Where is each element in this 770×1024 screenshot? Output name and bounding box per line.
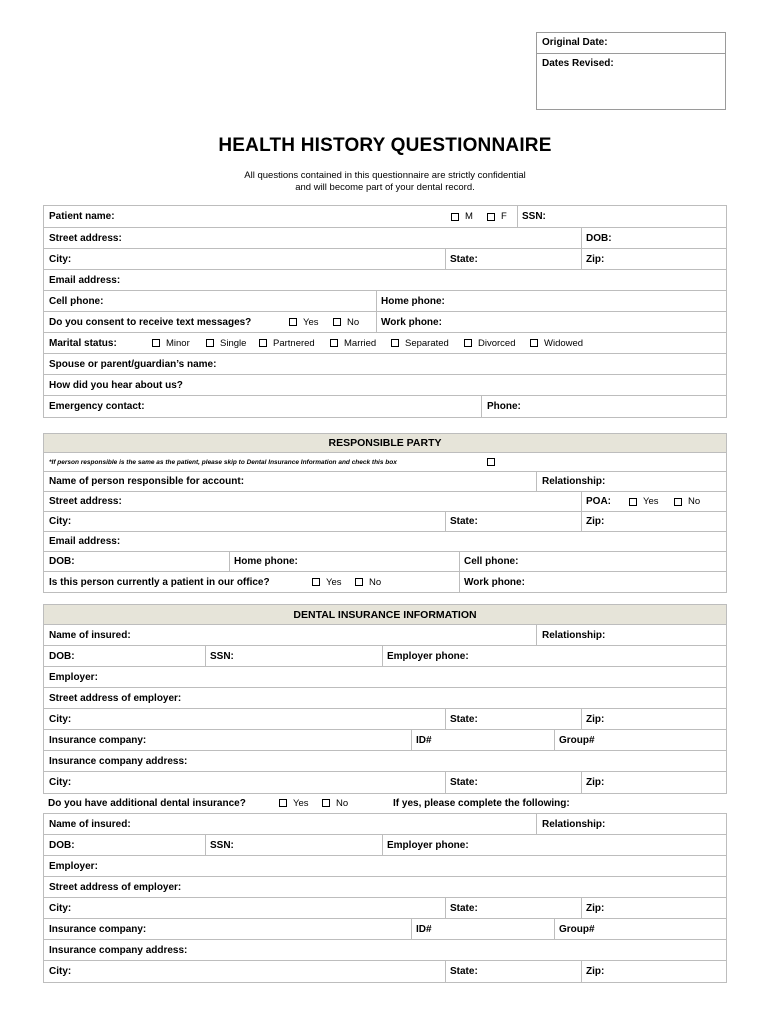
- street-row: [44, 228, 726, 249]
- dates-revised-label: Dates Revised:: [542, 58, 614, 69]
- employer-field[interactable]: [49, 667, 98, 687]
- employer2-phone-label: Employer phone:: [387, 839, 469, 851]
- responsible-state-label: State:: [450, 516, 478, 527]
- insurance2-company-row: [44, 919, 726, 940]
- insurance-zip-field[interactable]: [581, 772, 604, 793]
- employer-street-label: Street address of employer:: [49, 692, 182, 704]
- insurance-city-field[interactable]: [49, 772, 71, 793]
- marital-option-single[interactable]: [206, 333, 246, 353]
- email-field[interactable]: [49, 270, 120, 290]
- insured-zip-field[interactable]: [581, 709, 604, 729]
- responsible-patient-row: [44, 572, 726, 592]
- employer2-street-label: Street address of employer:: [49, 881, 182, 893]
- responsible-note: [49, 453, 397, 471]
- insured-dob-row: [44, 646, 726, 667]
- employer2-phone-field[interactable]: [382, 835, 469, 855]
- work-phone-field[interactable]: [376, 312, 442, 332]
- work-phone-label: Work phone:: [381, 316, 442, 328]
- additional-yes-label: Yes: [293, 797, 309, 809]
- insurance-city-label: City:: [49, 777, 72, 788]
- additional-insurance-question: Do you have additional dental insurance?: [48, 797, 246, 809]
- responsible-name-label: Name of person responsible for account:: [49, 476, 245, 487]
- emergency-row: [44, 396, 726, 417]
- employer-label: Employer:: [49, 671, 98, 683]
- sex-f-option[interactable]: [487, 206, 507, 227]
- marital-option-divorced[interactable]: [464, 333, 516, 353]
- insured2-zip-label: Zip:: [586, 902, 605, 914]
- insurance2-group-label: Group#: [559, 923, 595, 935]
- checkbox-icon: [322, 799, 330, 807]
- patient-name-label: Patient name:: [49, 211, 115, 222]
- marital-status-label: Marital status:: [49, 337, 117, 349]
- marital-option-married[interactable]: [330, 333, 376, 353]
- insurance-section-1: [43, 604, 727, 794]
- phone-row: [44, 291, 726, 312]
- insured-relationship-field[interactable]: [536, 625, 605, 645]
- insurance2-company-label: Insurance company:: [49, 923, 147, 935]
- responsible-party-header: [44, 434, 726, 453]
- consent-label: Do you consent to receive text messages?: [49, 316, 252, 328]
- email-row: [44, 270, 726, 291]
- insured2-state-label: State:: [450, 902, 478, 914]
- insurance2-city-row: [44, 961, 726, 982]
- insured2-dob-field[interactable]: [49, 835, 75, 855]
- patient-section: [43, 205, 727, 418]
- checkbox-icon: [330, 339, 338, 347]
- poa-label-cell: [581, 492, 611, 511]
- poa-yes-option[interactable]: [629, 492, 659, 511]
- responsible-party-section: [43, 433, 727, 593]
- insurance-zip-label: Zip:: [586, 777, 605, 788]
- subtitle-line-2: and will become part of your dental record.: [295, 182, 475, 193]
- employer-row: [44, 667, 726, 688]
- insurance-address-row: [44, 751, 726, 772]
- responsible-email-row: [44, 532, 726, 552]
- insured2-ssn-field[interactable]: [205, 835, 234, 855]
- responsible-zip-label: Zip:: [586, 516, 605, 527]
- insurance2-zip-field[interactable]: [581, 961, 604, 982]
- marital-option-separated[interactable]: [391, 333, 449, 353]
- responsible-patient-no-option[interactable]: [355, 572, 381, 592]
- responsible-work-phone-field[interactable]: [459, 572, 525, 592]
- checkbox-icon: [487, 213, 495, 221]
- insurance2-city-label: City:: [49, 966, 72, 977]
- insurance-header: [44, 605, 726, 625]
- insurance-company-field[interactable]: [49, 730, 146, 750]
- insured-dob-field[interactable]: [49, 646, 75, 666]
- insurance-address-label: Insurance company address:: [49, 755, 188, 767]
- emergency-contact-field[interactable]: [49, 396, 145, 417]
- consent-row: [44, 312, 726, 333]
- checkbox-icon: [451, 213, 459, 221]
- consent-no-label: No: [347, 316, 360, 328]
- checkbox-icon: [674, 498, 682, 506]
- insurance-section-2: [43, 813, 727, 983]
- checkbox-icon: [152, 339, 160, 347]
- consent-yes-label: Yes: [303, 316, 319, 328]
- insurance-id-label: ID#: [416, 734, 432, 746]
- patient-name-row: [44, 206, 726, 228]
- spouse-row: [44, 354, 726, 375]
- responsible-email-field[interactable]: [49, 532, 120, 551]
- insurance-company-label: Insurance company:: [49, 734, 147, 746]
- responsible-cell-phone-label: Cell phone:: [464, 556, 519, 567]
- insured2-city-label: City:: [49, 902, 72, 914]
- responsible-state-field[interactable]: [445, 512, 478, 531]
- marital-row: [44, 333, 726, 354]
- additional-no-option[interactable]: [322, 794, 348, 812]
- insured2-dob-row: [44, 835, 726, 856]
- responsible-patient-yes-label: Yes: [326, 576, 342, 588]
- sex-m-option[interactable]: [451, 206, 473, 227]
- poa-no-option[interactable]: [674, 492, 700, 511]
- insured-relationship-label: Relationship:: [542, 629, 606, 641]
- responsible-street-field[interactable]: [49, 492, 122, 511]
- insured-state-label: State:: [450, 713, 478, 725]
- insured-zip-label: Zip:: [586, 713, 605, 725]
- insured2-name-row: [44, 814, 726, 835]
- responsible-work-phone-label: Work phone:: [464, 576, 525, 588]
- ssn-field[interactable]: [517, 206, 546, 227]
- insured-ssn-label: SSN:: [210, 650, 234, 662]
- responsible-city-row: [44, 512, 726, 532]
- marital-option-partnered[interactable]: [259, 333, 315, 353]
- insurance-title: DENTAL INSURANCE INFORMATION: [293, 608, 477, 621]
- employer-street-field[interactable]: [49, 688, 181, 708]
- street-field[interactable]: [49, 228, 122, 248]
- responsible-dob-field[interactable]: [49, 552, 75, 571]
- responsible-patient-no-label: No: [369, 576, 382, 588]
- checkbox-icon: [333, 318, 341, 326]
- insurance-state-field[interactable]: [445, 772, 478, 793]
- checkbox-icon: [530, 339, 538, 347]
- insured-city-field[interactable]: [49, 709, 71, 729]
- insurance-address-field[interactable]: [49, 751, 187, 771]
- spouse-field[interactable]: [49, 354, 216, 374]
- employer-street-row: [44, 688, 726, 709]
- insured2-ssn-label: SSN:: [210, 839, 234, 851]
- insurance-group-label: Group#: [559, 734, 595, 746]
- street-label: Street address:: [49, 232, 122, 244]
- marital-option-widowed[interactable]: [530, 333, 583, 353]
- insured-name-field[interactable]: [49, 625, 131, 645]
- spouse-label: Spouse or parent/guardian’s name:: [49, 358, 217, 370]
- sex-f-label: F: [501, 211, 507, 222]
- same-as-patient-checkbox[interactable]: [487, 453, 501, 471]
- insurance-company-row: [44, 730, 726, 751]
- insured2-dob-label: DOB:: [49, 839, 75, 851]
- insurance-group-field[interactable]: [554, 730, 595, 750]
- employer2-street-row: [44, 877, 726, 898]
- responsible-party-title: RESPONSIBLE PARTY: [328, 437, 442, 449]
- insured2-zip-field[interactable]: [581, 898, 604, 918]
- insured2-name-field[interactable]: [49, 814, 131, 834]
- responsible-name-field[interactable]: [49, 472, 244, 491]
- insured2-city-row: [44, 898, 726, 919]
- insured-name-label: Name of insured:: [49, 629, 131, 641]
- home-phone-label: Home phone:: [381, 295, 445, 307]
- employer2-field[interactable]: [49, 856, 98, 876]
- home-phone-field[interactable]: [376, 291, 445, 311]
- insured-name-row: [44, 625, 726, 646]
- responsible-patient-yes-option[interactable]: [312, 572, 342, 592]
- insurance2-zip-label: Zip:: [586, 966, 605, 977]
- marital-option-minor[interactable]: [152, 333, 190, 353]
- email-label: Email address:: [49, 274, 121, 286]
- marital-option-label: Single: [220, 337, 247, 349]
- responsible-street-label: Street address:: [49, 496, 122, 507]
- insurance2-id-label: ID#: [416, 923, 432, 935]
- employer2-street-field[interactable]: [49, 877, 181, 897]
- responsible-patient-question: [49, 572, 270, 592]
- responsible-relationship-label: Relationship:: [542, 476, 606, 487]
- responsible-dob-label: DOB:: [49, 556, 75, 567]
- insured2-state-field[interactable]: [445, 898, 478, 918]
- patient-name-field[interactable]: [49, 206, 115, 227]
- state-field[interactable]: [445, 249, 478, 269]
- responsible-street-row: [44, 492, 726, 512]
- poa-yes-label: Yes: [643, 496, 659, 507]
- insurance-city-row: [44, 772, 726, 793]
- emergency-phone-label: Phone:: [487, 401, 521, 412]
- marital-option-label: Married: [344, 337, 377, 349]
- additional-yes-option[interactable]: [279, 794, 309, 812]
- checkbox-icon: [206, 339, 214, 347]
- insurance-state-label: State:: [450, 777, 478, 788]
- responsible-home-phone-field[interactable]: [229, 552, 298, 571]
- city-label: City:: [49, 253, 72, 265]
- responsible-cell-phone-field[interactable]: [459, 552, 518, 571]
- insured-city-row: [44, 709, 726, 730]
- emergency-contact-label: Emergency contact:: [49, 401, 145, 412]
- insurance2-state-field[interactable]: [445, 961, 478, 982]
- emergency-phone-field[interactable]: [481, 396, 521, 417]
- checkbox-icon: [279, 799, 287, 807]
- marital-option-label: Minor: [166, 337, 190, 349]
- referral-field[interactable]: [49, 375, 183, 395]
- revision-date-box: [536, 32, 726, 110]
- insurance-id-field[interactable]: [411, 730, 432, 750]
- poa-no-label: No: [688, 496, 701, 507]
- responsible-home-phone-label: Home phone:: [234, 556, 298, 567]
- marital-status-label-cell: [49, 333, 117, 353]
- responsible-city-label: City:: [49, 516, 72, 527]
- subtitle: [0, 170, 770, 194]
- employer-phone-field[interactable]: [382, 646, 469, 666]
- insurance2-address-label: Insurance company address:: [49, 944, 188, 956]
- responsible-name-row: [44, 472, 726, 492]
- employer2-row: [44, 856, 726, 877]
- cell-phone-field[interactable]: [49, 291, 103, 311]
- checkbox-icon: [259, 339, 267, 347]
- additional-instructions: If yes, please complete the following:: [393, 797, 570, 809]
- responsible-zip-field[interactable]: [581, 512, 604, 531]
- insured-state-field[interactable]: [445, 709, 478, 729]
- insured2-city-field[interactable]: [49, 898, 71, 918]
- consent-yes-option[interactable]: [289, 312, 319, 332]
- page-title: HEALTH HISTORY QUESTIONNAIRE: [218, 135, 552, 156]
- referral-label: How did you hear about us?: [49, 379, 183, 391]
- original-date-label: Original Date:: [537, 33, 725, 54]
- dob-label: DOB:: [586, 232, 612, 244]
- referral-row: [44, 375, 726, 396]
- responsible-phones-row: [44, 552, 726, 572]
- responsible-relationship-field[interactable]: [536, 472, 605, 491]
- checkbox-icon: [289, 318, 297, 326]
- insurance2-city-field[interactable]: [49, 961, 71, 982]
- checkbox-icon: [355, 578, 363, 586]
- zip-label: Zip:: [586, 253, 605, 265]
- additional-no-label: No: [336, 797, 349, 809]
- responsible-email-label: Email address:: [49, 536, 121, 547]
- responsible-note-row: [44, 453, 726, 472]
- ssn-label: SSN:: [522, 211, 546, 222]
- consent-question: [49, 312, 251, 332]
- insured-city-label: City:: [49, 713, 72, 725]
- cell-phone-label: Cell phone:: [49, 295, 104, 307]
- responsible-city-field[interactable]: [49, 512, 71, 531]
- checkbox-icon: [487, 458, 495, 466]
- consent-no-option[interactable]: [333, 312, 359, 332]
- marital-option-label: Partnered: [273, 337, 315, 349]
- employer2-label: Employer:: [49, 860, 98, 872]
- poa-label: POA:: [586, 496, 611, 507]
- insured-dob-label: DOB:: [49, 650, 75, 662]
- state-label: State:: [450, 253, 478, 265]
- checkbox-icon: [629, 498, 637, 506]
- checkbox-icon: [464, 339, 472, 347]
- insured-ssn-field[interactable]: [205, 646, 234, 666]
- insured2-relationship-field[interactable]: [536, 814, 605, 834]
- subtitle-line-1: All questions contained in this questionnaire are strictly confidential: [244, 170, 526, 181]
- responsible-patient-label: Is this person currently a patient in our office?: [49, 576, 270, 588]
- insurance2-group-field[interactable]: [554, 919, 595, 939]
- checkbox-icon: [391, 339, 399, 347]
- marital-option-label: Separated: [405, 337, 449, 349]
- insurance2-state-label: State:: [450, 966, 478, 977]
- marital-option-label: Divorced: [478, 337, 516, 349]
- insurance2-company-field[interactable]: [49, 919, 146, 939]
- responsible-note-text: *If person responsible is the same as the patient, please skip to Dental Insurance Information and check this box: [49, 458, 397, 466]
- insured2-name-label: Name of insured:: [49, 818, 131, 830]
- city-field[interactable]: [49, 249, 71, 269]
- dob-field[interactable]: [581, 228, 612, 248]
- insured2-relationship-label: Relationship:: [542, 818, 606, 830]
- sex-m-label: M: [465, 211, 473, 222]
- city-row: [44, 249, 726, 270]
- marital-option-label: Widowed: [544, 337, 584, 349]
- insurance2-address-row: [44, 940, 726, 961]
- insurance2-id-field[interactable]: [411, 919, 432, 939]
- checkbox-icon: [312, 578, 320, 586]
- zip-field[interactable]: [581, 249, 604, 269]
- insurance2-address-field[interactable]: [49, 940, 187, 960]
- employer-phone-label: Employer phone:: [387, 650, 469, 662]
